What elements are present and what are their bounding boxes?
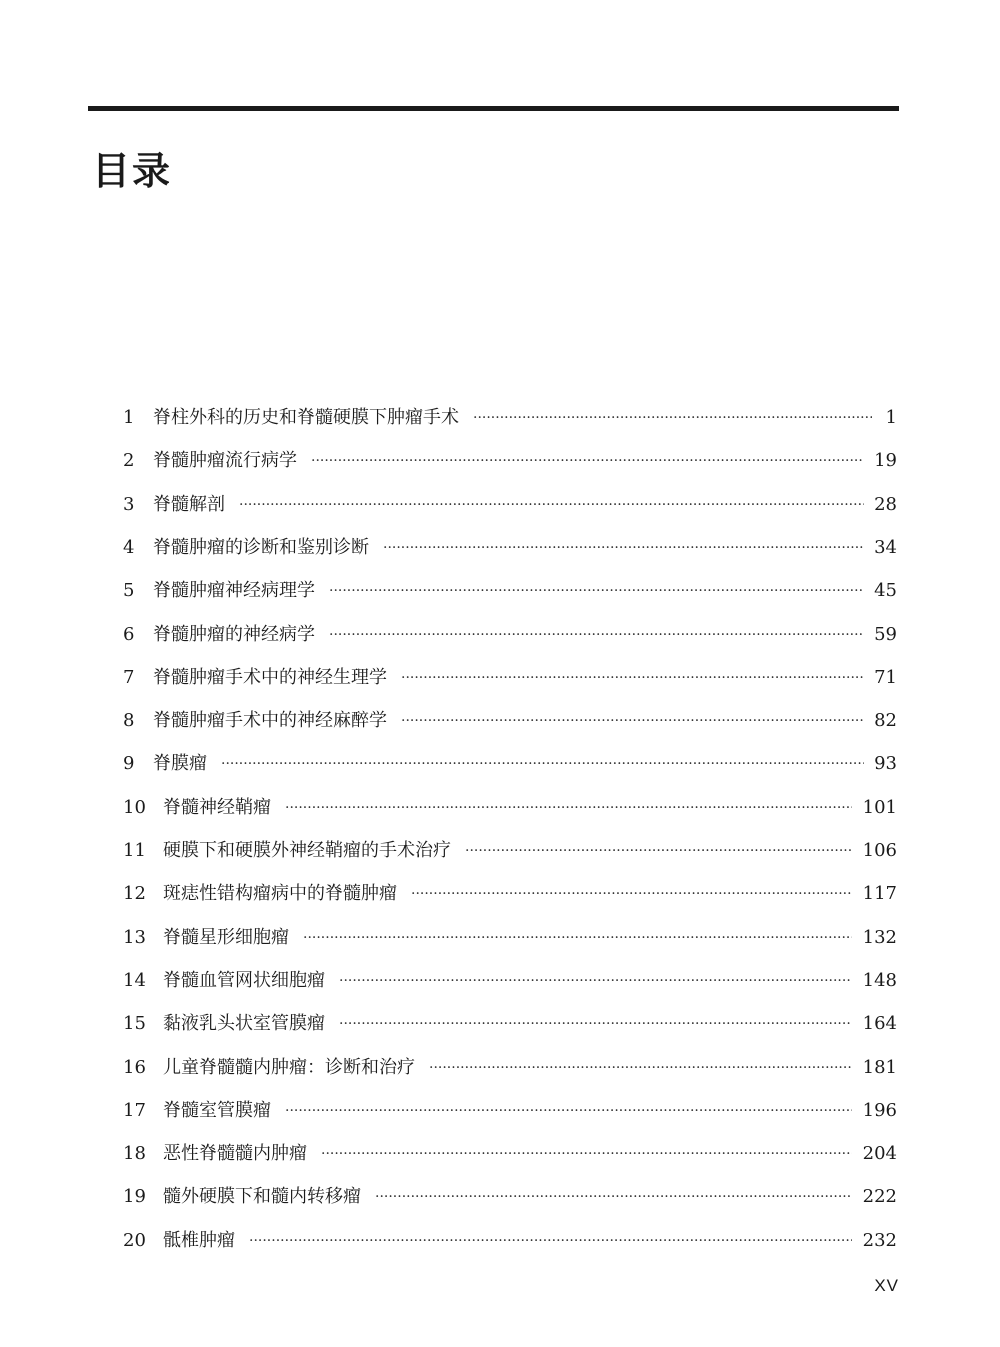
toc-entry-number: 1 <box>123 407 135 428</box>
top-rule <box>88 106 899 111</box>
toc-entry-page: 45 <box>874 580 897 601</box>
toc-entry-page: 28 <box>874 494 897 515</box>
toc-entry-number: 13 <box>123 927 146 948</box>
toc-entry-title: 脊髓肿瘤流行病学 <box>153 450 297 471</box>
page-number: XV <box>874 1276 899 1295</box>
dot-leader <box>285 793 852 823</box>
toc-entry[interactable] <box>0 966 1000 996</box>
toc-entry-number: 2 <box>123 450 135 471</box>
toc-entry[interactable] <box>0 620 1000 650</box>
toc-entry[interactable] <box>0 663 1000 693</box>
toc-entry-page: 82 <box>874 710 897 731</box>
dot-leader <box>249 1226 852 1256</box>
toc-entry-number: 3 <box>123 494 135 515</box>
toc-entry-page: 222 <box>862 1186 897 1207</box>
toc-entry[interactable] <box>0 403 1000 433</box>
toc-entry-page: 93 <box>874 753 897 774</box>
dot-leader <box>375 1182 852 1212</box>
toc-entry-title: 脊髓血管网状细胞瘤 <box>163 970 325 991</box>
toc-entry-page: 101 <box>862 797 897 818</box>
toc-entry-number: 14 <box>123 970 146 991</box>
toc-entry-number: 10 <box>123 797 146 818</box>
toc-entry[interactable] <box>0 836 1000 866</box>
toc-entry-title: 恶性脊髓髓内肿瘤 <box>163 1143 307 1164</box>
toc-entry-title: 斑痣性错构瘤病中的脊髓肿瘤 <box>163 883 397 904</box>
toc-entry-number: 20 <box>123 1230 146 1251</box>
dot-leader <box>465 836 852 866</box>
toc-entry[interactable] <box>0 793 1000 823</box>
toc-entry-number: 7 <box>123 667 135 688</box>
toc-entry[interactable] <box>0 1182 1000 1212</box>
toc-entry-page: 148 <box>862 970 897 991</box>
dot-leader <box>401 706 864 736</box>
toc-entry-page: 71 <box>874 667 897 688</box>
dot-leader <box>339 1009 852 1039</box>
dot-leader <box>221 749 864 779</box>
toc-entry-number: 17 <box>123 1100 146 1121</box>
toc-entry-title: 脊膜瘤 <box>153 753 207 774</box>
toc-entry-page: 181 <box>862 1057 897 1078</box>
dot-leader <box>303 923 852 953</box>
toc-entry[interactable] <box>0 1226 1000 1256</box>
dot-leader <box>429 1053 852 1083</box>
toc-entry-number: 16 <box>123 1057 146 1078</box>
toc-entry-page: 34 <box>874 537 897 558</box>
toc-entry-title: 骶椎肿瘤 <box>163 1230 235 1251</box>
toc-entry[interactable] <box>0 1139 1000 1169</box>
toc-entry-title: 脊髓肿瘤手术中的神经生理学 <box>153 667 387 688</box>
dot-leader <box>401 663 864 693</box>
toc-entry-page: 232 <box>862 1230 897 1251</box>
toc-entry-title: 脊髓室管膜瘤 <box>163 1100 271 1121</box>
toc-entry-page: 19 <box>874 450 897 471</box>
toc-entry-number: 9 <box>123 753 135 774</box>
toc-entry-title: 黏液乳头状室管膜瘤 <box>163 1013 325 1034</box>
toc-entry-page: 132 <box>862 927 897 948</box>
toc-entry[interactable] <box>0 576 1000 606</box>
toc-entry-title: 儿童脊髓髓内肿瘤：诊断和治疗 <box>163 1057 415 1078</box>
dot-leader <box>411 879 852 909</box>
toc-entry-title: 脊髓神经鞘瘤 <box>163 797 271 818</box>
toc-entry-number: 19 <box>123 1186 146 1207</box>
toc-entry-title: 硬膜下和硬膜外神经鞘瘤的手术治疗 <box>163 840 451 861</box>
toc-entry[interactable] <box>0 749 1000 779</box>
dot-leader <box>285 1096 852 1126</box>
toc-entry-title: 脊髓解剖 <box>153 494 225 515</box>
toc-entry-title: 脊髓肿瘤神经病理学 <box>153 580 315 601</box>
dot-leader <box>339 966 852 996</box>
dot-leader <box>321 1139 852 1169</box>
toc-entry-number: 18 <box>123 1143 146 1164</box>
toc-entry-page: 1 <box>885 407 897 428</box>
toc-entry[interactable] <box>0 1053 1000 1083</box>
dot-leader <box>329 576 864 606</box>
dot-leader <box>473 403 872 433</box>
toc-entry[interactable] <box>0 446 1000 476</box>
toc-entry-number: 5 <box>123 580 135 601</box>
toc-entry-title: 髓外硬膜下和髓内转移瘤 <box>163 1186 361 1207</box>
toc-entry-page: 164 <box>862 1013 897 1034</box>
toc-entry-number: 6 <box>123 624 135 645</box>
toc-entry-page: 106 <box>862 840 897 861</box>
toc-entry-number: 4 <box>123 537 135 558</box>
toc-entry-number: 8 <box>123 710 135 731</box>
page-title: 目录 <box>92 149 173 193</box>
toc-entry-number: 12 <box>123 883 146 904</box>
toc-entry[interactable] <box>0 923 1000 953</box>
toc-entry-page: 204 <box>862 1143 897 1164</box>
toc-entry-number: 15 <box>123 1013 146 1034</box>
toc-entry-page: 59 <box>874 624 897 645</box>
toc-entry-title: 脊髓肿瘤的神经病学 <box>153 624 315 645</box>
toc-entry[interactable] <box>0 1009 1000 1039</box>
dot-leader <box>239 490 864 520</box>
toc-entry-number: 11 <box>123 840 146 861</box>
dot-leader <box>329 620 864 650</box>
toc-entry[interactable] <box>0 706 1000 736</box>
toc-entry-page: 196 <box>862 1100 897 1121</box>
toc-entry-title: 脊柱外科的历史和脊髓硬膜下肿瘤手术 <box>153 407 459 428</box>
toc-entry[interactable] <box>0 879 1000 909</box>
toc-entry-title: 脊髓肿瘤手术中的神经麻醉学 <box>153 710 387 731</box>
toc-entry[interactable] <box>0 1096 1000 1126</box>
toc-entry-title: 脊髓星形细胞瘤 <box>163 927 289 948</box>
toc-entry-title: 脊髓肿瘤的诊断和鉴别诊断 <box>153 537 369 558</box>
toc-entry[interactable] <box>0 533 1000 563</box>
dot-leader <box>383 533 864 563</box>
toc-entry[interactable] <box>0 490 1000 520</box>
toc-entry-page: 117 <box>862 883 897 904</box>
dot-leader <box>311 446 864 476</box>
